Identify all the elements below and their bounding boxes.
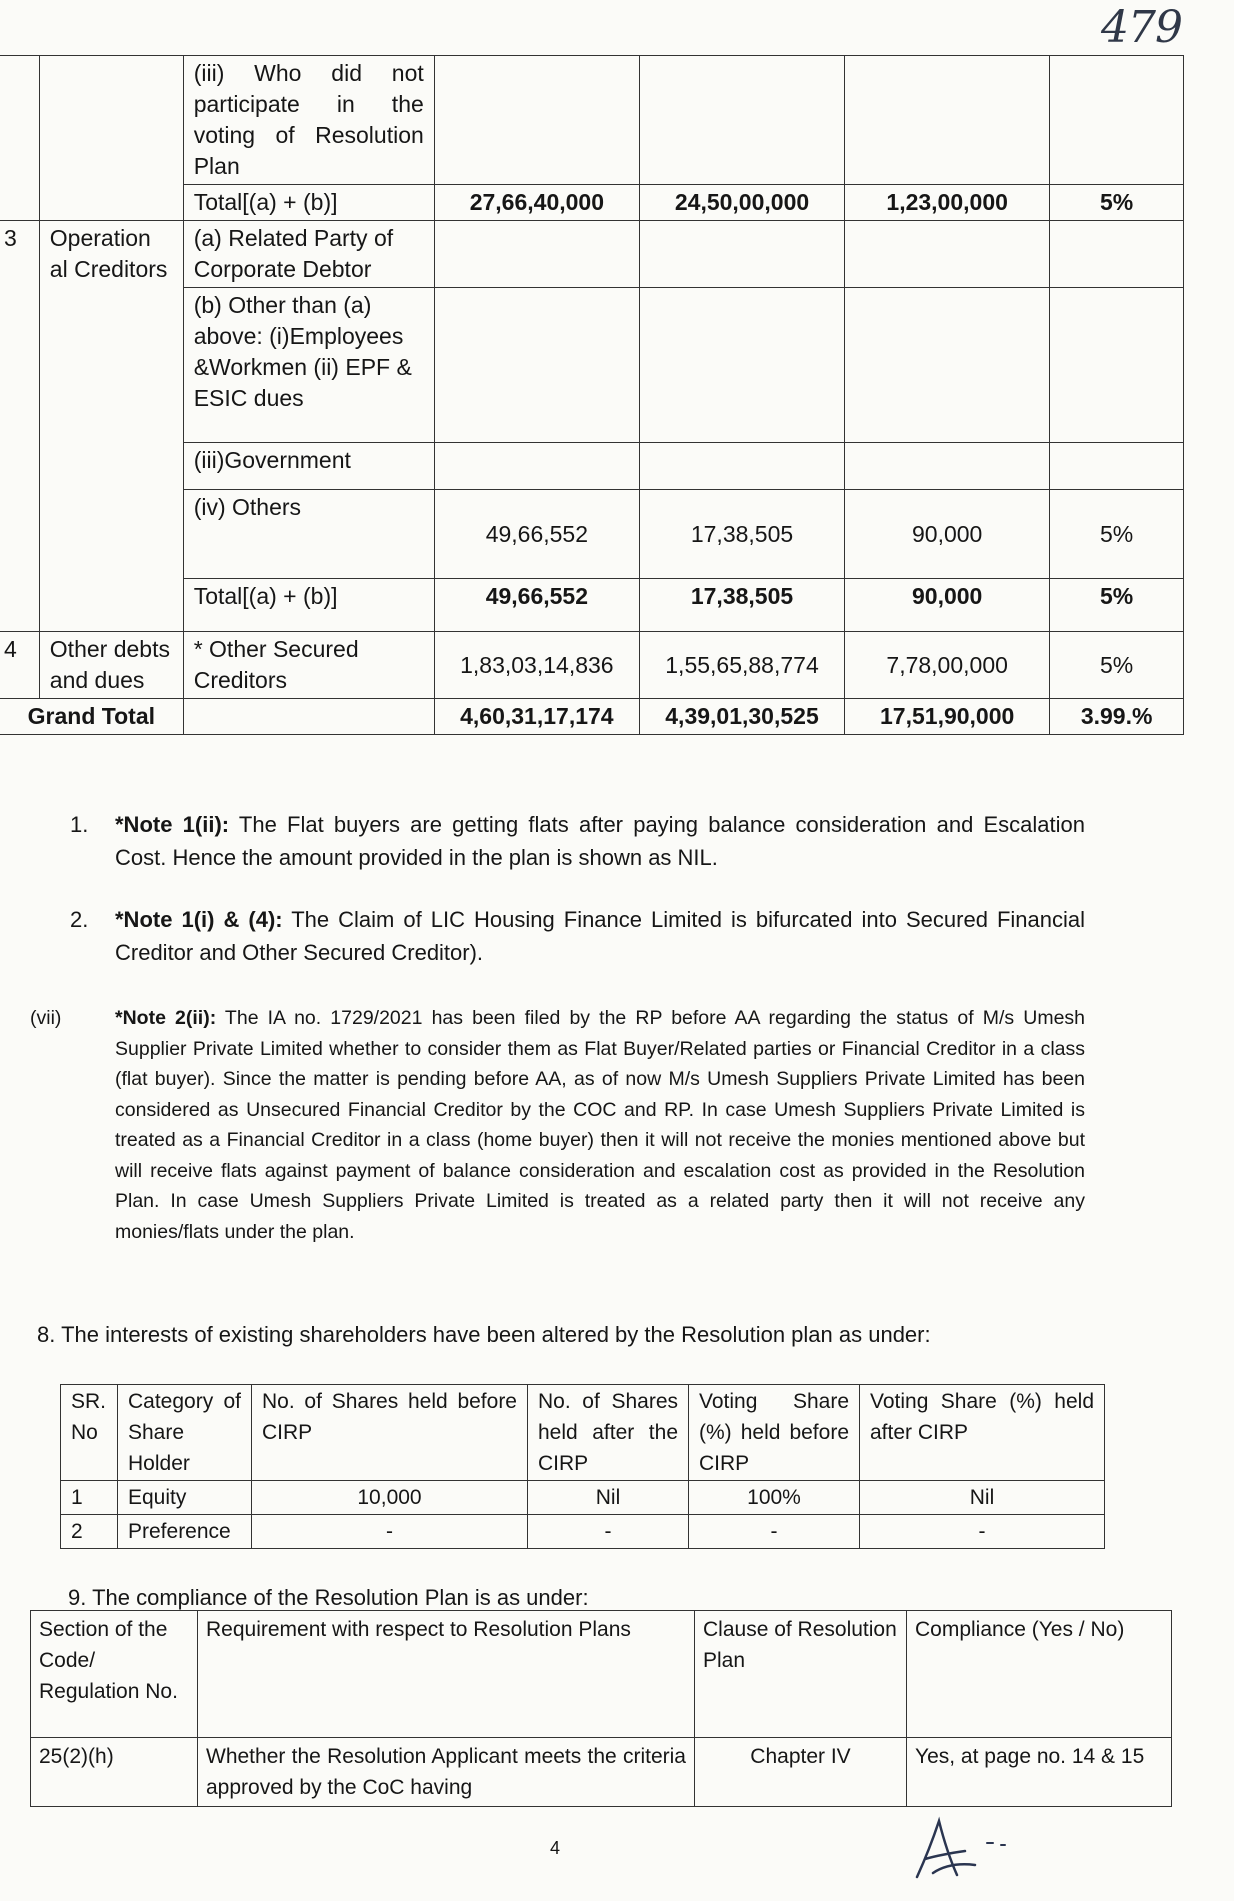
table-row bbox=[0, 632, 1184, 699]
creditor-category: Operation al Creditors bbox=[39, 221, 183, 632]
cell: 25(2)(h) bbox=[31, 1738, 198, 1807]
claimed-value: 4,39,01,30,525 bbox=[639, 699, 844, 735]
column-header: Section of the Code/ Regulation No. bbox=[31, 1611, 198, 1738]
claimed-value: 17,38,505 bbox=[639, 490, 844, 579]
table-row bbox=[61, 1481, 1105, 1515]
admitted-value: 1,83,03,14,836 bbox=[434, 632, 639, 699]
table-row bbox=[0, 56, 1184, 185]
cell: 1 bbox=[61, 1481, 118, 1515]
column-header: No. of Shares held before CIRP bbox=[252, 1385, 528, 1481]
note-number: 1. bbox=[70, 812, 89, 837]
section-8-heading: 8. The interests of existing shareholders have been altered by the Resolution plan as under: bbox=[37, 1322, 931, 1347]
cell: - bbox=[528, 1515, 689, 1549]
column-header: Requirement with respect to Resolution Plans bbox=[198, 1611, 695, 1738]
page-number: 4 bbox=[550, 1838, 561, 1858]
cell: Preference bbox=[118, 1515, 252, 1549]
section-9-heading: 9. The compliance of the Resolution Plan is as under: bbox=[68, 1585, 589, 1610]
row-label: (iv) Others bbox=[183, 490, 434, 579]
note-vii bbox=[30, 1003, 1085, 1247]
serial-number: 3 bbox=[0, 221, 39, 632]
amount-value: 1,23,00,000 bbox=[845, 185, 1050, 221]
cell: Yes, at page no. 14 & 15 bbox=[907, 1738, 1172, 1807]
cell: 10,000 bbox=[252, 1481, 528, 1515]
note-item bbox=[70, 903, 1085, 969]
cell: Equity bbox=[118, 1481, 252, 1515]
admitted-value: 49,66,552 bbox=[434, 490, 639, 579]
row-label: Total[(a) + (b)] bbox=[183, 579, 434, 632]
shareholders-table bbox=[60, 1384, 1105, 1549]
percent-value: 3.99.% bbox=[1050, 699, 1184, 735]
percent-value: 5% bbox=[1050, 490, 1184, 579]
percent-value: 5% bbox=[1050, 579, 1184, 632]
row-label: (a) Related Party of Corporate Debtor bbox=[183, 221, 434, 288]
notes-list bbox=[70, 808, 1085, 998]
claimed-value: 24,50,00,000 bbox=[639, 185, 844, 221]
cell: Chapter IV bbox=[695, 1738, 907, 1807]
column-header: Clause of Resolution Plan bbox=[695, 1611, 907, 1738]
claims-table bbox=[0, 55, 1184, 735]
column-header: SR. No bbox=[61, 1385, 118, 1481]
compliance-table bbox=[30, 1610, 1172, 1807]
table-row bbox=[0, 221, 1184, 288]
creditor-category: Other debts and dues bbox=[39, 632, 183, 699]
cell: Whether the Resolution Applicant meets the criteria approved by the CoC having bbox=[198, 1738, 695, 1807]
note-title: *Note 1(i) & (4): bbox=[115, 907, 283, 932]
admitted-value: 27,66,40,000 bbox=[434, 185, 639, 221]
table-row bbox=[0, 699, 1184, 735]
table-header-row bbox=[61, 1385, 1105, 1481]
note-title: *Note 1(ii): bbox=[115, 812, 230, 837]
column-header: Category of Share Holder bbox=[118, 1385, 252, 1481]
column-header: No. of Shares held after the CIRP bbox=[528, 1385, 689, 1481]
cell: Nil bbox=[528, 1481, 689, 1515]
percent-value: 5% bbox=[1050, 632, 1184, 699]
row-label: Total[(a) + (b)] bbox=[183, 185, 434, 221]
cell: - bbox=[860, 1515, 1105, 1549]
signature-mark bbox=[905, 1815, 1015, 1885]
table-header-row bbox=[31, 1611, 1172, 1738]
row-label: * Other Secured Creditors bbox=[183, 632, 434, 699]
amount-value: 7,78,00,000 bbox=[845, 632, 1050, 699]
note-number: (vii) bbox=[30, 1007, 62, 1029]
cell: 2 bbox=[61, 1515, 118, 1549]
column-header: Voting Share (%) held after CIRP bbox=[860, 1385, 1105, 1481]
admitted-value: 49,66,552 bbox=[434, 579, 639, 632]
note-text: The Claim of LIC Housing Finance Limited is bifurcated into Secured Financial Creditor and Other Secured Creditor). bbox=[115, 907, 1086, 965]
amount-value: 90,000 bbox=[845, 490, 1050, 579]
admitted-value: 4,60,31,17,174 bbox=[434, 699, 639, 735]
note-text: The Flat buyers are getting flats after paying balance consideration and Escalation Cost. Hence the amount provided in the plan is shown as NIL. bbox=[115, 812, 1086, 870]
table-row bbox=[61, 1515, 1105, 1549]
table-row bbox=[31, 1738, 1172, 1807]
claimed-value: 17,38,505 bbox=[639, 579, 844, 632]
note-title: *Note 2(ii): bbox=[115, 1007, 217, 1029]
column-header: Voting Share (%) held before CIRP bbox=[689, 1385, 860, 1481]
handwritten-page-number: 479 bbox=[1101, 2, 1182, 53]
cell: - bbox=[252, 1515, 528, 1549]
note-text: The IA no. 1729/2021 has been filed by the RP before AA regarding the status of M/s Umesh Supplier Private Limited whether to consider them as Flat Buyer/Related parties or Financial Creditor in a class (flat buyer). Since the matter is pending before AA, as of now M/s Umesh Suppliers Private Limited has been considered as Unsecured Financial Creditor by the COC and RP. In case Umesh Suppliers Private Limited is treated as a Financial Creditor in a class (home buyer) then it will not receive the monies mentioned above but will receive flats against payment of balance consideration and escalation cost as provided in the Resolution Plan. In case Umesh Suppliers Private Limited is treated as a related party then it will not receive any monies/flats under the plan. bbox=[115, 1007, 1086, 1243]
note-number: 2. bbox=[70, 907, 89, 932]
amount-value: 90,000 bbox=[845, 579, 1050, 632]
cell: 100% bbox=[689, 1481, 860, 1515]
serial-number: 4 bbox=[0, 632, 39, 699]
grand-total-label: Grand Total bbox=[0, 699, 183, 735]
row-label: (iii) Who did not participate in the voting of Resolution Plan bbox=[183, 56, 434, 185]
claimed-value: 1,55,65,88,774 bbox=[639, 632, 844, 699]
row-label: (b) Other than (a) above: (i)Employees &Workmen (ii) EPF & ESIC dues bbox=[183, 288, 434, 443]
note-item bbox=[70, 808, 1085, 874]
amount-value: 17,51,90,000 bbox=[845, 699, 1050, 735]
cell: Nil bbox=[860, 1481, 1105, 1515]
percent-value: 5% bbox=[1050, 185, 1184, 221]
row-label: (iii)Government bbox=[183, 443, 434, 490]
cell: - bbox=[689, 1515, 860, 1549]
column-header: Compliance (Yes / No) bbox=[907, 1611, 1172, 1738]
